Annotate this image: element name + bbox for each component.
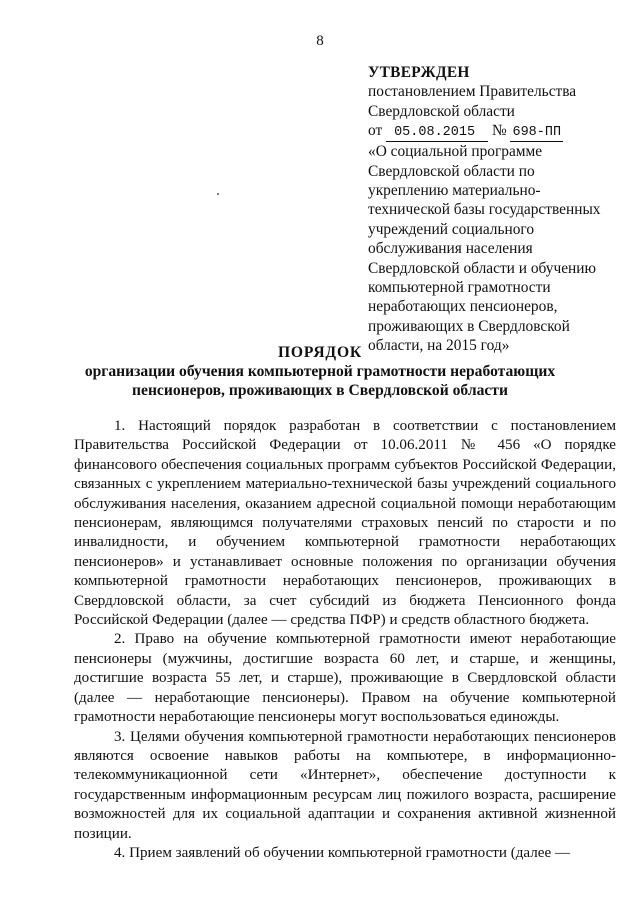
title-line: пенсионеров, проживающих в Свердловской области	[132, 382, 508, 399]
date-prefix: от	[368, 122, 383, 140]
document-title	[0, 343, 640, 400]
resolution-title-line: обслуживания населения	[368, 240, 533, 258]
resolution-title-line: проживающих в Свердловской	[368, 317, 570, 335]
scan-speck	[217, 193, 219, 195]
paragraph-2: 2. Право на обучение компьютерной грамотности имеют неработающие пенсионеры (мужчины, достигшие возраста 60 лет, и старше, и женщины, достигшие возраста 55 лет, и старше), проживающие в Свердловской области (далее — неработающие пенсионеры). Правом на обучение компьютерной грамотности неработающие пенсионеры могут воспользоваться единожды.	[74, 631, 616, 726]
number-value: 698-ПП	[512, 125, 562, 141]
title-heading: ПОРЯДОК	[277, 344, 363, 361]
date-number-line	[368, 121, 618, 142]
paragraph-4: 4. Прием заявлений об обучении компьютерной грамотности (далее —	[114, 844, 571, 861]
resolution-title-line: области, на 2015 год»	[368, 337, 510, 355]
resolution-title-line: Свердловской области по	[368, 162, 535, 180]
paragraph-3: 3. Целями обучения компьютерной грамотности неработающих пенсионеров являются освоение навыков работы на компьютере, в информационно-телекоммуникационной сети «Интернет», обеспечение доступности к государственным информационным ресурсам лиц пожилого возраста, расширение возможностей для их социальной адаптации и сохранения активной жизненной позиции.	[74, 728, 616, 842]
approval-line: Свердловской области	[368, 102, 515, 120]
title-line: организации обучения компьютерной грамотности неработающих	[84, 363, 556, 380]
approved-heading: УТВЕРЖДЕН	[368, 64, 470, 81]
approval-block	[368, 63, 618, 356]
paragraph-1: 1. Настоящий порядок разработан в соответствии с постановлением Правительства Российской Федерации от 10.06.2011 № 456 «О порядке финансового обеспечения социальных программ субъектов Российской Федерации, связанных с укреплением материально-технической базы учреждений социального обслуживания населения, оказанием адресной социальной помощи неработающим пенсионерам, являющимся получателями страховых пенсий по старости и по инвалидности, и обучением компьютерной грамотности неработающих пенсионеров» и устанавливает основные положения по организации обучения компьютерной грамотности неработающих пенсионеров, проживающих в Свердловской области, за счет субсидий из бюджета Пенсионного фонда Российской Федерации (далее — средства ПФР) и средств областного бюджета.	[74, 418, 616, 629]
approval-line: постановлением Правительства	[368, 83, 577, 101]
resolution-title-line: Свердловской области и обучению	[368, 259, 597, 277]
document-body	[74, 417, 616, 863]
resolution-title-line: технической базы государственных	[368, 201, 601, 219]
resolution-title-line: компьютерной грамотности	[368, 279, 551, 297]
resolution-title-line: учреждений социального	[368, 220, 535, 238]
resolution-title-line: укреплению материально-	[368, 182, 541, 200]
resolution-title-line: «О социальной программе	[368, 143, 543, 161]
page-number: 8	[316, 33, 324, 49]
date-value: 05.08.2015	[386, 125, 488, 142]
number-prefix: №	[491, 122, 507, 140]
resolution-title-line: неработающих пенсионеров,	[368, 298, 558, 316]
